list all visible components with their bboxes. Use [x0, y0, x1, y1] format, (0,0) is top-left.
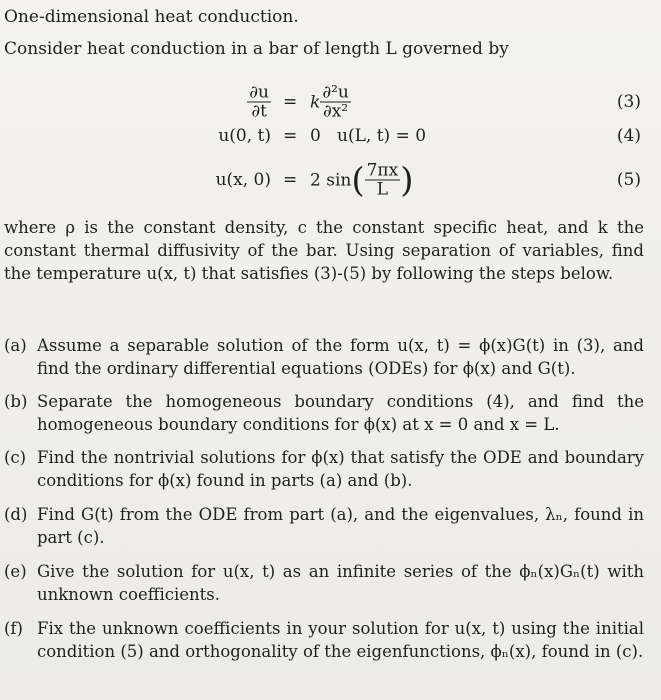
list-item: (d) Find G(t) from the ODE from part (a), and the eigenvalues, λₙ, found in part (c).: [4, 505, 644, 547]
equation-3: $\frac{\partial u}{\partial t}$ = k $\frac{\text{∂²u}}{\text{∂x²}}$ (3): [249, 82, 641, 122]
fraction-7pix-L: $\frac{7\pi x}{L}$: [366, 160, 399, 200]
equation-number: (3): [616, 92, 641, 112]
page-heading: One-dimensional heat conduction.: [4, 7, 299, 27]
problem-paragraph: where ρ is the constant density, c the constant specific heat, and k the constant thermal diffusivity of the bar. Using separation of variables, find the temperature u(x, t) that satisfies (3)-(5) by following the steps below.: [4, 218, 644, 283]
equation-number: (4): [616, 126, 641, 146]
list-item: (f) Fix the unknown coefficients in your solution for u(x, t) using the initial condition (5) and orthogonality of the eigenfunctions, ϕₙ(x), found in (c).: [4, 619, 644, 661]
list-item: (a) Assume a separable solution of the form u(x, t) = ϕ(x)G(t) in (3), and find the ordinary differential equations (ODEs) for ϕ(x) and G(t).: [4, 336, 644, 378]
equals-sign: =: [283, 170, 298, 190]
list-item: (b) Separate the homogeneous boundary conditions (4), and find the homogeneous boundary conditions for ϕ(x) at x = 0 and x = L.: [4, 392, 644, 434]
fraction-d2u-dx2: $\frac{\text{∂²u}}{\text{∂x²}}$: [322, 82, 349, 122]
equals-sign: =: [283, 92, 298, 112]
list-item: (e) Give the solution for u(x, t) as an infinite series of the ϕₙ(x)Gₙ(t) with unknown coefficients.: [4, 562, 644, 604]
right-paren-icon: ): [400, 160, 414, 200]
equation-5: u(x, 0) = 2 sin ( $\frac{7\pi x}{L}$ ) (5): [215, 160, 641, 200]
left-paren-icon: (: [351, 160, 365, 200]
intro-sentence: Consider heat conduction in a bar of length L governed by: [4, 39, 509, 59]
equals-sign: =: [283, 126, 298, 146]
fraction-du-dt: $\frac{\partial u}{\partial t}$: [249, 82, 269, 122]
equation-number: (5): [616, 170, 641, 190]
list-item: (c) Find the nontrivial solutions for ϕ(x) that satisfy the ODE and boundary conditions for ϕ(x) found in parts (a) and (b).: [4, 448, 644, 490]
equation-4: u(0, t) = 0 u(L, t) = 0 (4): [218, 126, 641, 146]
